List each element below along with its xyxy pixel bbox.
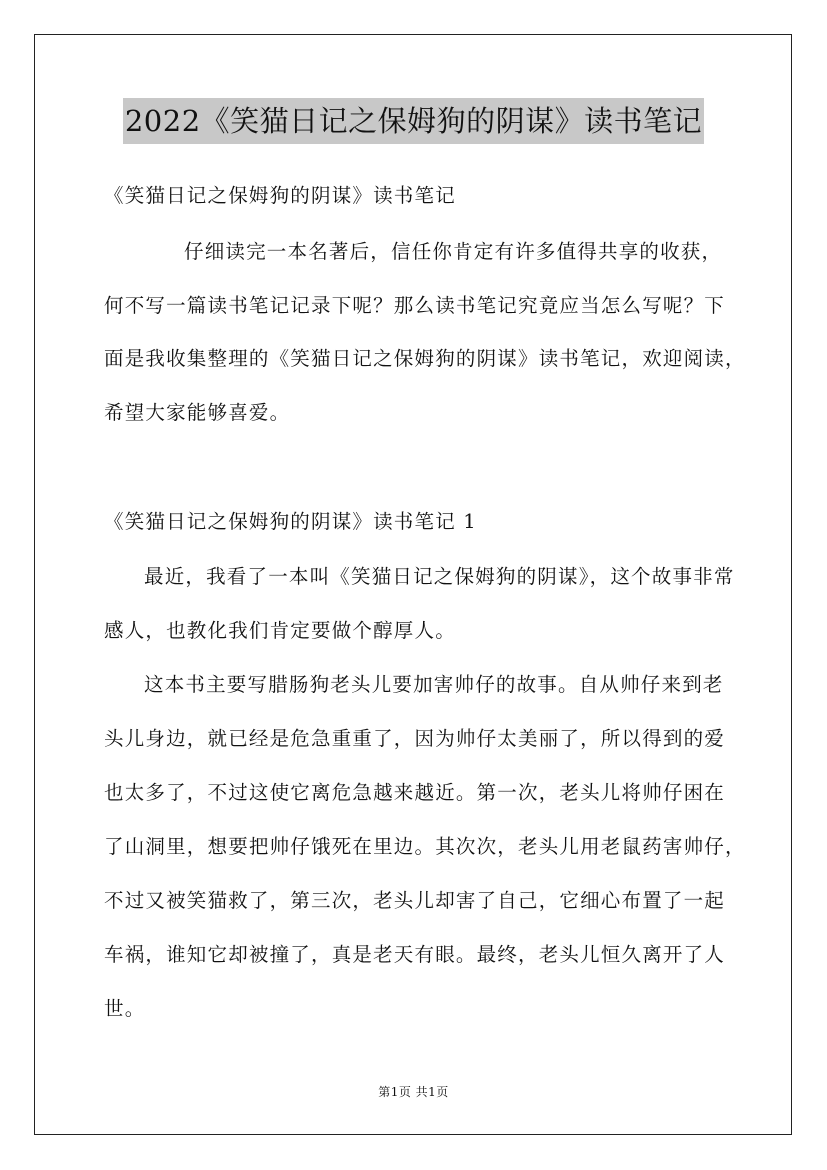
paragraph-line: 这本书主要写腊肠狗老头儿要加害帅仔的故事。自从帅仔来到老: [144, 673, 724, 696]
document-title: 2022《笑猫日记之保姆狗的阴谋》读书笔记: [123, 98, 704, 144]
paragraph-line: 车祸，谁知它却被撞了，真是老天有眼。最终，老头儿恒久离开了人: [104, 943, 726, 966]
document-title-wrap: [0, 98, 827, 144]
intro-line: 仔细读完一本名著后，信任你肯定有许多值得共享的收获，: [184, 240, 723, 263]
paragraph-line: 世。: [104, 997, 146, 1020]
intro-line: 何不写一篇读书笔记记录下呢？那么读书笔记究竟应当怎么写呢？下: [104, 294, 726, 317]
section-heading: 《笑猫日记之保姆狗的阴谋》读书笔记 1: [104, 510, 477, 533]
paragraph-line: 最近，我看了一本叫《笑猫日记之保姆狗的阴谋》，这个故事非常: [144, 565, 735, 588]
paragraph-line: 感人，也教化我们肯定要做个醇厚人。: [104, 619, 456, 642]
paragraph-line: 不过又被笑猫救了，第三次，老头儿却害了自己，它细心布置了一起: [104, 889, 726, 912]
intro-line: 面是我收集整理的《笑猫日记之保姆狗的阴谋》读书笔记，欢迎阅读，: [104, 347, 746, 370]
paragraph-line: 头儿身边，就已经是危急重重了，因为帅仔太美丽了，所以得到的爱: [104, 727, 726, 750]
document-subtitle: 《笑猫日记之保姆狗的阴谋》读书笔记: [104, 184, 456, 207]
intro-line: 希望大家能够喜爱。: [104, 401, 291, 424]
page-footer: 第1页 共1页: [378, 1085, 449, 1099]
paragraph-line: 也太多了，不过这使它离危急越来越近。第一次，老头儿将帅仔困在: [104, 781, 726, 804]
paragraph-line: 了山洞里，想要把帅仔饿死在里边。其次次，老头儿用老鼠药害帅仔，: [104, 835, 746, 858]
